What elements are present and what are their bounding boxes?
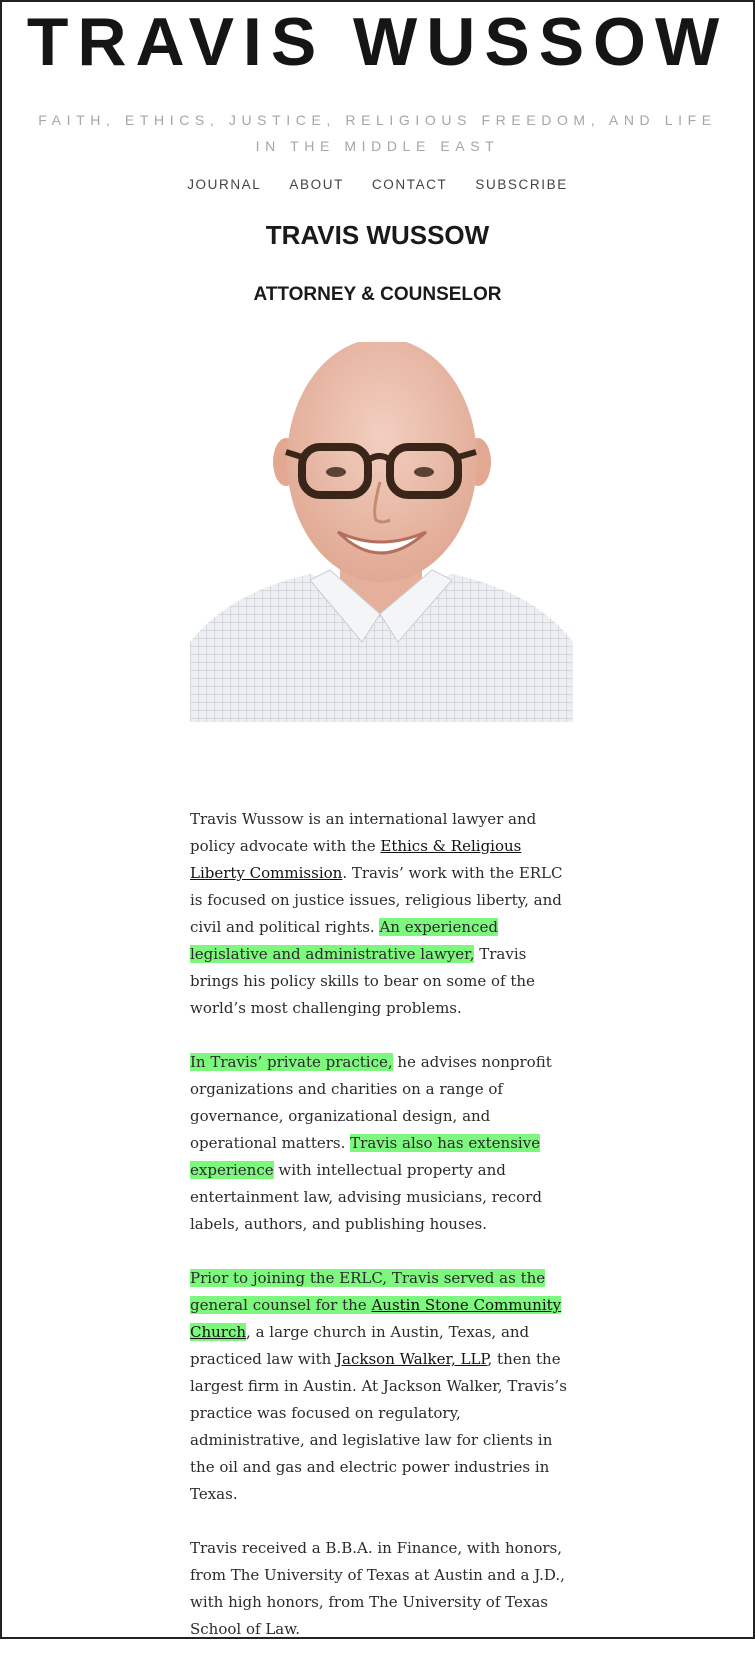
- bio-paragraph-3: Prior to joining the ERLC, Travis served as the general counsel for the Austin Stone Community Church, a large church in Austin, Texas, and practiced law with Jackson Walker, LLP, then the largest firm in Austin. At Jackson Walker, Travis’s practice was focused on regulatory, administrative, and legislative law for clients in the oil and gas and electric power industries in Texas.: [190, 1269, 567, 1503]
- nav-item-subscribe[interactable]: SUBSCRIBE: [475, 177, 568, 192]
- bio-paragraph-2: In Travis’ private practice, he advises nonprofit organizations and charities on a range of governance, organizational design, and operational matters. Travis also has extensive experience with intellectual property and entertainment law, advising musicians, record labels, authors, and publishing houses.: [190, 1053, 552, 1233]
- site-title[interactable]: TRAVIS WUSSOW: [26, 4, 729, 80]
- main-nav: [2, 177, 753, 192]
- austin-stone-link[interactable]: Austin Stone Community Church: [190, 1296, 562, 1341]
- site-tagline: FAITH, ETHICS, JUSTICE, RELIGIOUS FREEDOM, AND LIFE IN THE MIDDLE EAST: [38, 112, 717, 154]
- page-title: TRAVIS WUSSOW: [265, 220, 490, 250]
- highlight: Prior to joining the ERLC, Travis served as the general counsel for the: [190, 1269, 546, 1314]
- highlight: Travis also has extensive experience: [190, 1134, 541, 1179]
- nav-item-journal[interactable]: JOURNAL: [187, 177, 262, 192]
- highlight: In Travis’ private practice,: [190, 1053, 393, 1071]
- bio-paragraph-1: Travis Wussow is an international lawyer and policy advocate with the Ethics & Religious Liberty Commission. Travis’ work with the ERLC is focused on justice issues, religious liberty, and civil and political rights. An experienced legislative and administrative lawyer, Travis brings his policy skills to bear on some of the world’s most challenging problems.: [190, 810, 563, 1017]
- nav-item-about[interactable]: ABOUT: [289, 177, 344, 192]
- page-subtitle: ATTORNEY & COUNSELOR: [253, 284, 502, 305]
- jackson-walker-link[interactable]: Jackson Walker, LLP: [336, 1350, 488, 1368]
- highlight: An experienced legislative and administrative lawyer,: [190, 918, 498, 963]
- nav-item-contact[interactable]: CONTACT: [371, 177, 448, 192]
- bio-content: [190, 806, 575, 1670]
- portrait-photo: [190, 342, 573, 722]
- erlc-link[interactable]: Ethics & Religious Liberty Commission: [190, 837, 522, 882]
- bio-paragraph-4: Travis received a B.B.A. in Finance, with honors, from The University of Texas at Austin and a J.D., with high honors, from The University of Texas School of Law.: [190, 1539, 565, 1638]
